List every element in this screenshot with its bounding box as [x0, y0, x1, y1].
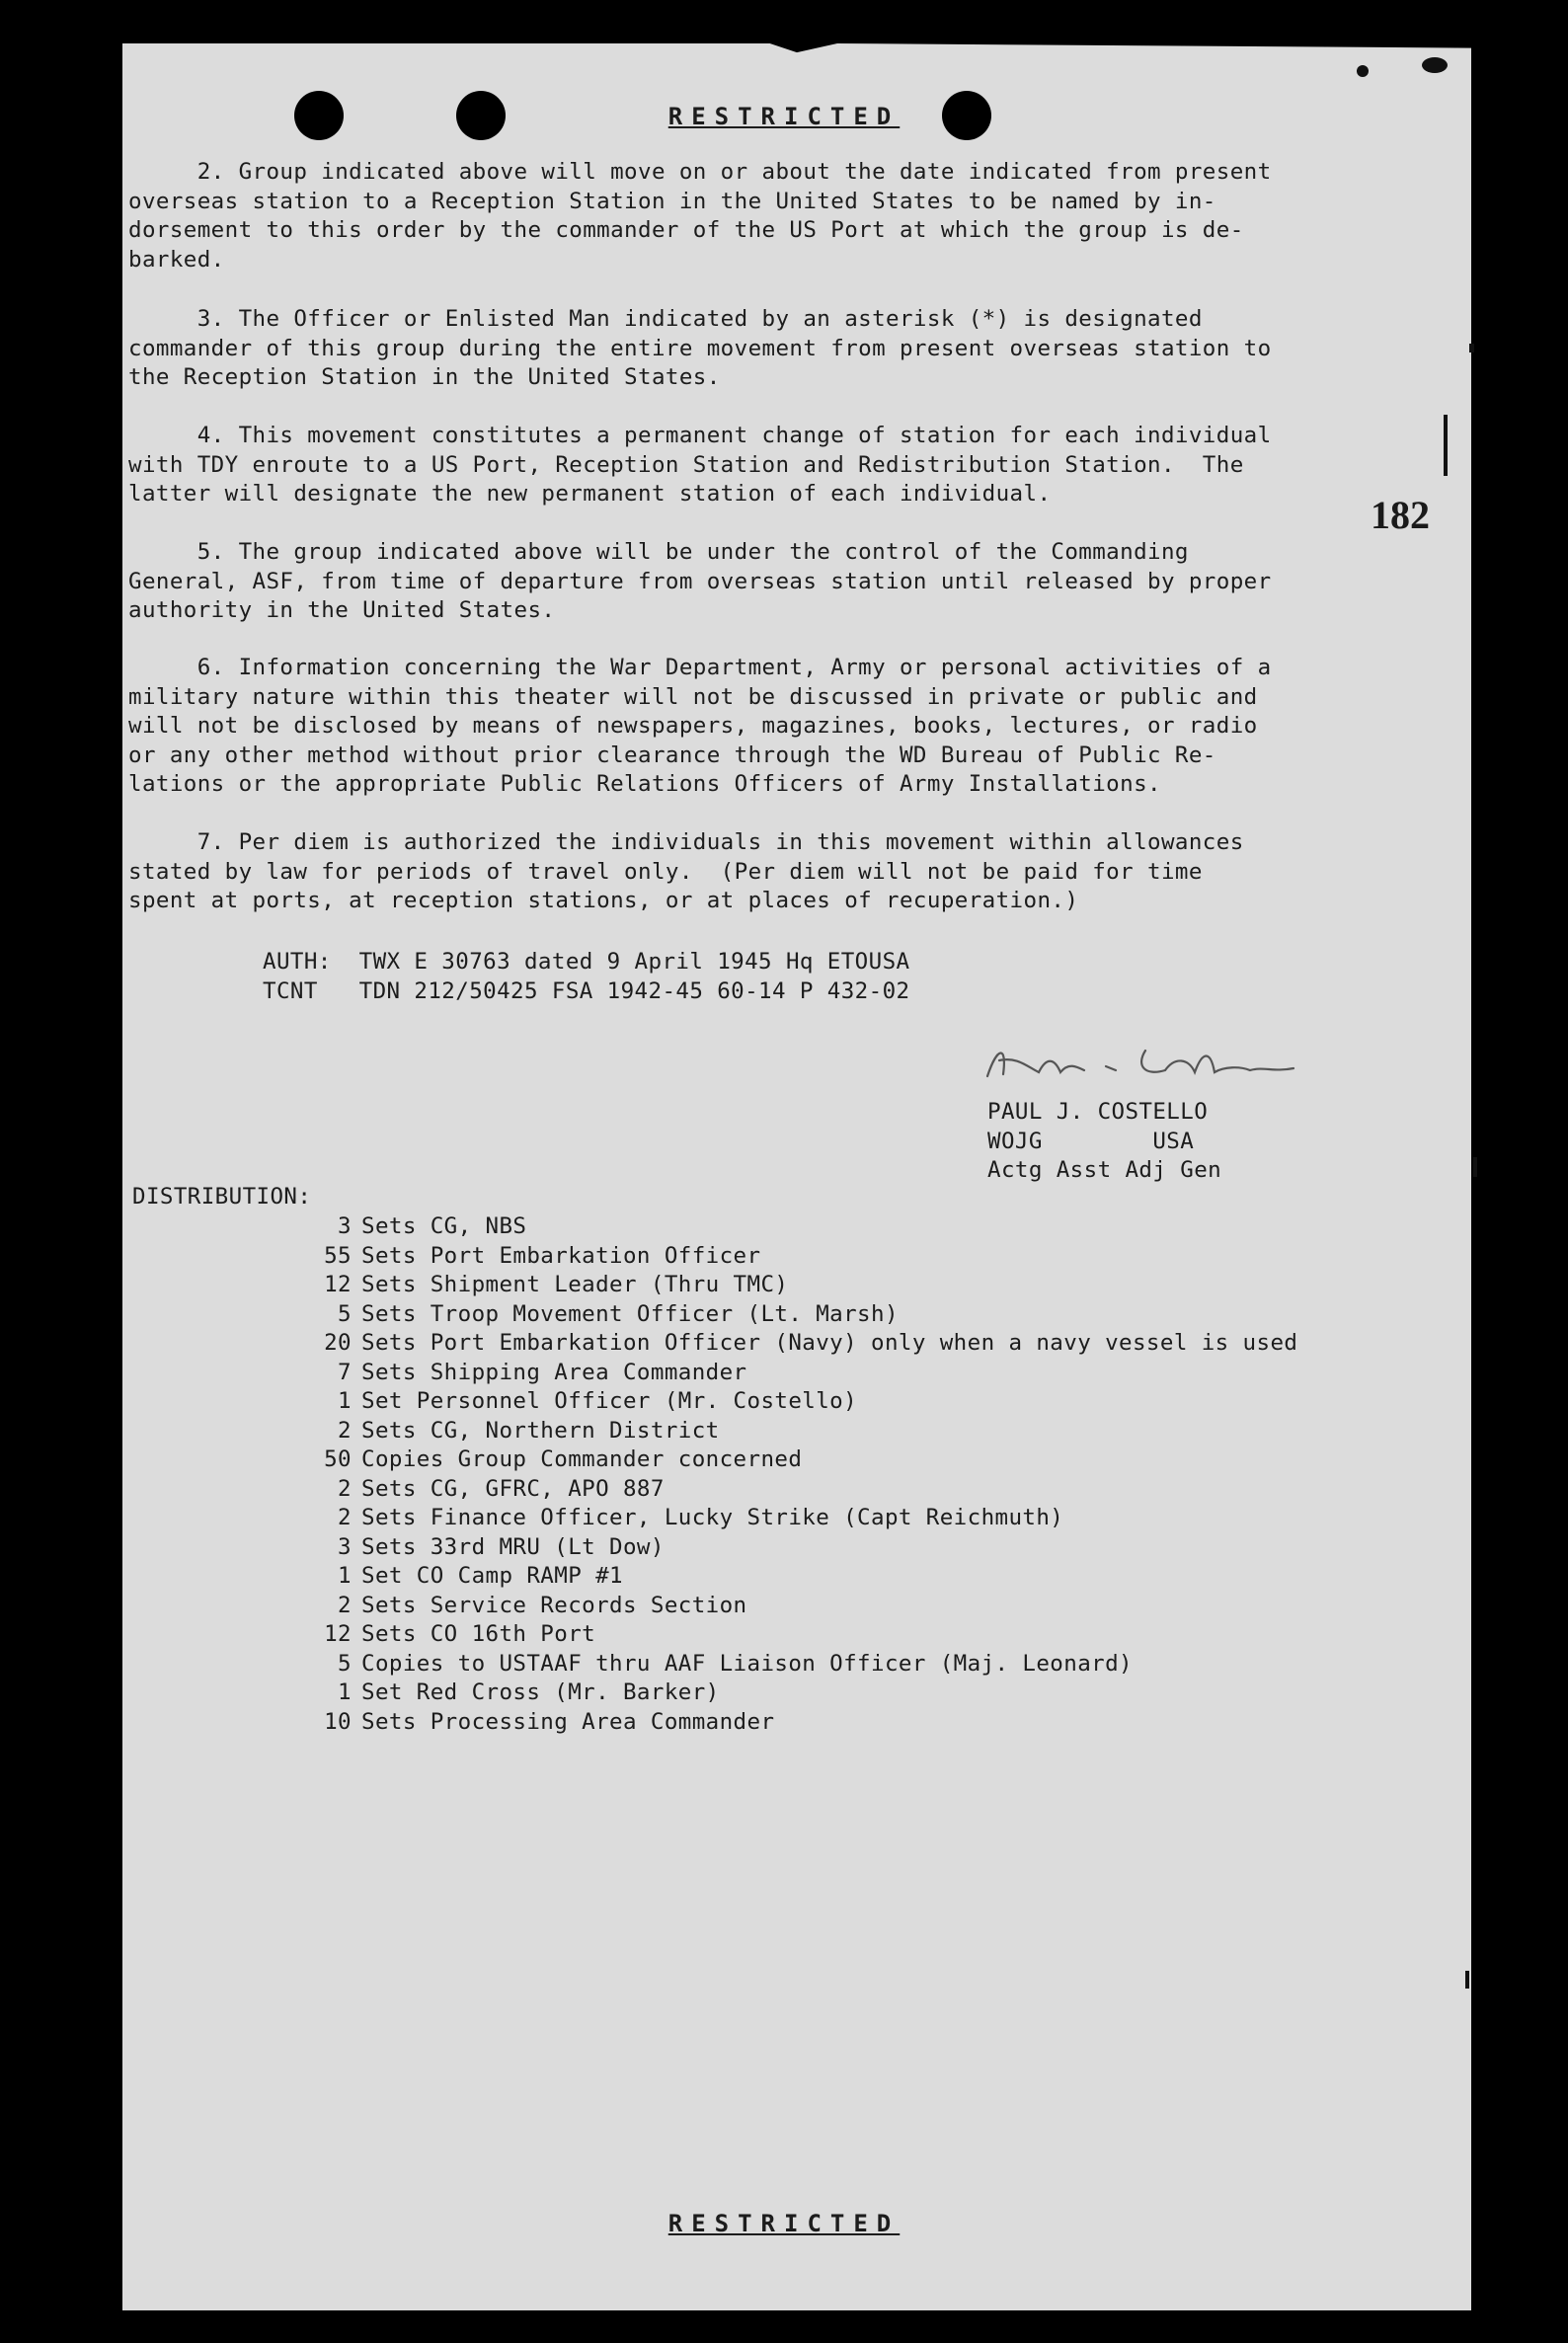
text-line: dorsement to this order by the commander of the US Port at which the group is de-	[128, 217, 1244, 243]
distribution-item	[296, 1212, 526, 1242]
distribution-text: Sets Troop Movement Officer (Lt. Marsh)	[361, 1300, 899, 1327]
distribution-item	[296, 1359, 747, 1388]
distribution-count: 10	[324, 1708, 352, 1735]
distribution-text: Sets CO 16th Port	[361, 1621, 596, 1647]
text-line: military nature within this theater will not be discussed in private or public and	[128, 683, 1258, 710]
text-line: will not be disclosed by means of newspapers, magazines, books, lectures, or radio	[128, 713, 1258, 739]
distribution-text: Sets CG, Northern District	[361, 1417, 720, 1444]
distribution-item	[296, 1387, 857, 1417]
auth-line: AUTH: TWX E 30763 dated 9 April 1945 Hq ETOUSA	[263, 949, 910, 975]
margin-mark	[1444, 415, 1448, 476]
footer-classification: RESTRICTED	[667, 2210, 901, 2237]
distribution-text: Set Personnel Officer (Mr. Costello)	[361, 1388, 858, 1414]
tcnt-line: TCNT TDN 212/50425 FSA 1942-45 60-14 P 432-02	[263, 977, 910, 1004]
margin-dot	[1473, 1157, 1477, 1177]
distribution-text: Copies to USTAAF thru AAF Liaison Officer (Maj. Leonard)	[361, 1650, 1133, 1677]
text-line: 4. This movement constitutes a permanent change of station for each individual	[128, 423, 1272, 448]
distribution-count: 5	[338, 1650, 352, 1677]
handwritten-signature	[978, 1037, 1333, 1096]
distribution-count: 2	[338, 1475, 352, 1502]
text-line: spent at ports, at reception stations, or at places of recuperation.)	[128, 888, 1079, 913]
distribution-count: 2	[338, 1505, 352, 1530]
distribution-item	[296, 1592, 747, 1621]
distribution-count: 1	[338, 1388, 352, 1414]
margin-dot	[1465, 1971, 1469, 1989]
page-number: 182	[1371, 493, 1430, 537]
distribution-text: Sets Finance Officer, Lucky Strike (Capt Reichmuth)	[361, 1505, 1064, 1530]
distribution-item	[296, 1300, 899, 1330]
distribution-text: Sets Shipping Area Commander	[361, 1359, 747, 1385]
distribution-count: 1	[338, 1563, 352, 1589]
text-line: 5. The group indicated above will be under the control of the Commanding	[128, 539, 1189, 565]
text-line: barked.	[128, 246, 225, 273]
distribution-text: Sets CG, GFRC, APO 887	[361, 1475, 665, 1502]
distribution-item	[296, 1533, 665, 1563]
distribution-text: Sets 33rd MRU (Lt Dow)	[361, 1533, 665, 1560]
distribution-count: 7	[338, 1359, 352, 1385]
text-line: 6. Information concerning the War Department, Army or personal activities of a	[128, 655, 1272, 680]
distribution-text: Sets Processing Area Commander	[361, 1708, 775, 1735]
distribution-item	[296, 1679, 720, 1708]
distribution-count: 55	[324, 1242, 352, 1269]
distribution-count: 3	[338, 1533, 352, 1560]
distribution-item	[296, 1417, 720, 1446]
distribution-item	[296, 1504, 1063, 1533]
text-line: or any other method without prior clearance through the WD Bureau of Public Re-	[128, 742, 1216, 768]
margin-dot	[1469, 344, 1474, 352]
distribution-text: Sets CG, NBS	[361, 1213, 527, 1239]
distribution-count: 20	[324, 1330, 352, 1356]
distribution-count: 2	[338, 1417, 352, 1444]
distribution-count: 12	[324, 1272, 352, 1297]
header-classification: RESTRICTED	[667, 103, 901, 130]
text-line: with TDY enroute to a US Port, Reception Station and Redistribution Station. The	[128, 451, 1244, 478]
distribution-count: 2	[338, 1592, 352, 1618]
distribution-heading: DISTRIBUTION:	[132, 1184, 312, 1210]
text-line: authority in the United States.	[128, 597, 556, 623]
signer-title: Actg Asst Adj Gen	[987, 1157, 1222, 1183]
distribution-count: 12	[324, 1621, 352, 1647]
text-line: 2. Group indicated above will move on or about the date indicated from present	[128, 159, 1272, 185]
distribution-count: 1	[338, 1679, 352, 1705]
text-line: lations or the appropriate Public Relations Officers of Army Installations.	[128, 771, 1161, 797]
distribution-item	[296, 1242, 760, 1272]
distribution-item	[296, 1562, 623, 1592]
distribution-text: Sets Service Records Section	[361, 1592, 747, 1618]
distribution-item	[296, 1271, 788, 1300]
distribution-item	[296, 1708, 774, 1738]
text-line: 7. Per diem is authorized the individuals in this movement within allowances	[128, 829, 1244, 855]
ink-dot	[1357, 65, 1369, 77]
distribution-item	[296, 1445, 802, 1475]
distribution-text: Copies Group Commander concerned	[361, 1446, 803, 1472]
text-line: commander of this group during the entire movement from present overseas station to	[128, 335, 1272, 361]
distribution-text: Sets Port Embarkation Officer (Navy) only when a navy vessel is used	[361, 1330, 1298, 1356]
distribution-text: Set CO Camp RAMP #1	[361, 1563, 623, 1589]
text-line: overseas station to a Reception Station in the United States to be named by in-	[128, 188, 1216, 214]
ink-blot	[1422, 57, 1448, 73]
text-line: latter will designate the new permanent station of each individual.	[128, 481, 1052, 507]
distribution-item	[296, 1329, 1297, 1359]
distribution-count: 3	[338, 1213, 352, 1239]
distribution-count: 5	[338, 1300, 352, 1327]
distribution-item	[296, 1475, 665, 1505]
distribution-item	[296, 1650, 1133, 1679]
distribution-text: Sets Port Embarkation Officer	[361, 1242, 761, 1269]
distribution-item	[296, 1620, 595, 1650]
text-line: the Reception Station in the United States.	[128, 364, 721, 390]
text-line: 3. The Officer or Enlisted Man indicated by an asterisk (*) is designated	[128, 306, 1203, 332]
distribution-text: Sets Shipment Leader (Thru TMC)	[361, 1272, 789, 1297]
text-line: General, ASF, from time of departure from overseas station until released by proper	[128, 568, 1272, 594]
text-line: stated by law for periods of travel only. (Per diem will not be paid for time	[128, 858, 1203, 885]
distribution-count: 50	[324, 1446, 352, 1472]
distribution-text: Set Red Cross (Mr. Barker)	[361, 1679, 720, 1705]
signer-name: PAUL J. COSTELLO	[987, 1099, 1209, 1125]
signer-rank: WOJG USA	[987, 1128, 1195, 1154]
